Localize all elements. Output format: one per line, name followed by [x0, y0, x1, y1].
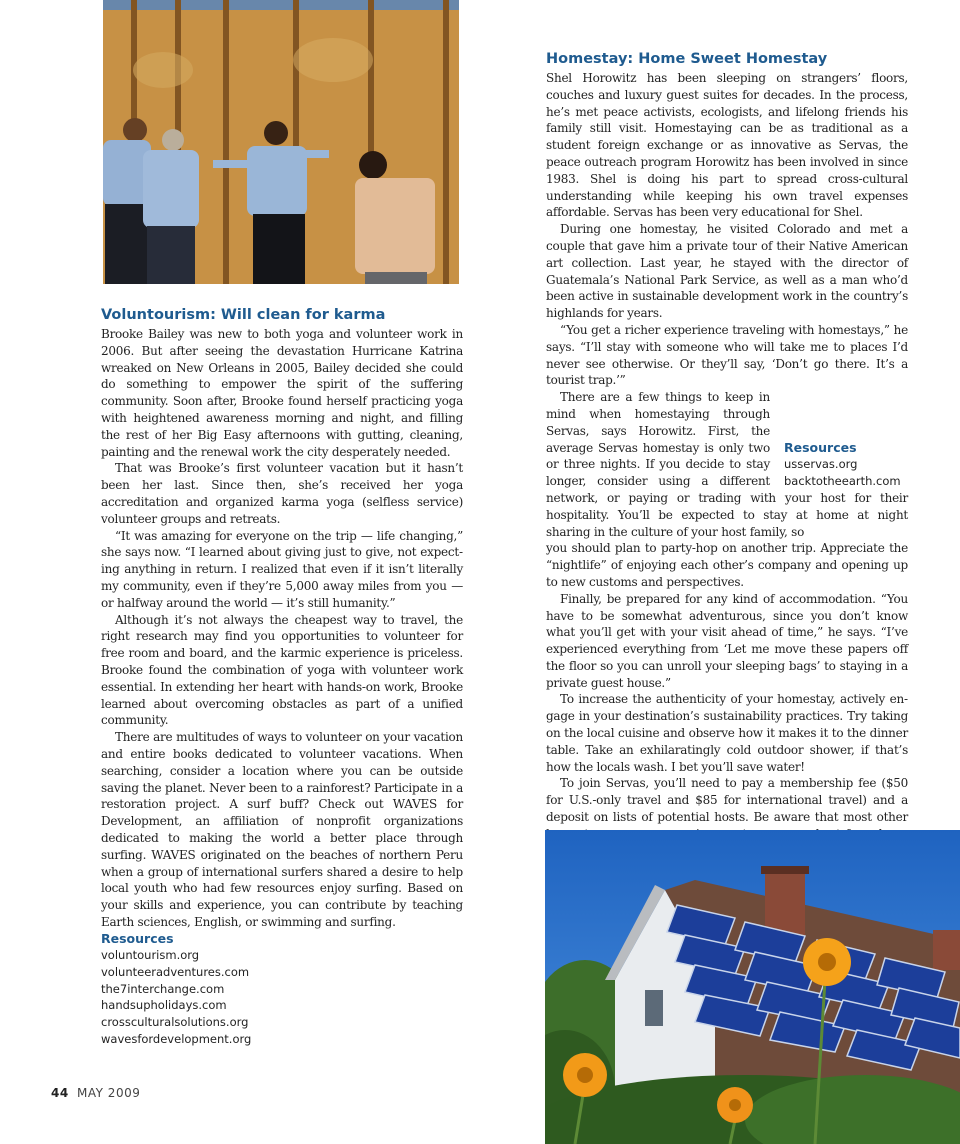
voluntourism-paragraph — [101, 460, 463, 527]
page-number: 44 — [51, 1086, 69, 1100]
homestay-resources — [784, 439, 914, 490]
homestay-paragraph: To increase the authenticity of your homestay, actively engage in your destination’s sustainability practices. Try taking on the local cuisine and observe how it makes it to the dinner table. Take an exhilaratingly cold outdoor shower, if that’s how the locals wash. I bet you’ll save water! — [546, 692, 908, 774]
resource-link[interactable]: the7interchange.com — [101, 981, 225, 996]
homestay-paragraph: To join Servas, you’ll need to pay a membership fee ($50 for U.S.-only travel and $85 for international travel) and a deposit on lists of potential hosts. Be aware that most other — [546, 776, 908, 825]
homestay-column — [546, 50, 908, 859]
voluntourism-paragraph: “It was amazing for everyone on the trip — life changing,” she says now. “I learned about giving just to give, not expecting anything in return. I realized that even if it isn’t literally my community, even if they’re 5,000 away miles from you — or halfway around the world — it’s still humanity.” — [101, 528, 463, 610]
voluntourism-column — [101, 306, 463, 931]
resource-link[interactable]: backtotheearth.com — [784, 473, 901, 488]
resource-link[interactable]: handsupholidays.com — [101, 998, 227, 1013]
resource-link[interactable]: voluntourism.org — [101, 948, 200, 962]
voluntourism-resources — [101, 930, 361, 1048]
homestay-paragraph: There are a few things to keep in mind when homestaying through Servas, says Horowitz. First, the average Servas homestay is only two or three nights. If you decide to stay longer, consider using a different network, or paying or trading with your host for their hospitality. You’ll be expected to stay at home at night sharing in the culture of your host family, so — [546, 390, 908, 539]
voluntourism-paragraph: Brooke Bailey was new to both yoga and volunteer work in 2006. But after seeing the devastation Hurricane Katrina wreaked on New Orleans in 2005, Bailey decided she could do something to empower the spirit of the suffering community. Soon after, Brooke found herself practicing yoga with heightened awareness morning and night, and filling the rest of her Big Easy afternoons with gutting, cleaning, painting and the renewal work the city desperately needed. — [101, 327, 463, 459]
voluntourism-paragraph: Although it’s not always the cheapest way to travel, the right research may find you opportunities to volunteer for free room and board, and the karmic experience is priceless. Brooke found the combination of yoga with volunteer work essential. In extending her heart with hands-on work, Brooke learned about overcoming obstacles as part of a unified community. — [101, 612, 463, 728]
homestay-paragraph: Finally, be prepared for any kind of accommodation. “You have to be somewhat adventurous, since you don’t know what you’ll get with your visit ahead of time,” he says. “I’ve experienced everything from ‘Let me move these papers off the floor so you can unroll your sleeping bags’ to staying in a private guest house.” — [546, 591, 908, 690]
volunteers-photo — [103, 0, 459, 284]
resource-link[interactable]: volunteeradventures.com — [101, 964, 250, 979]
homestay-paragraph: During one homestay, he visited Colorado and met a couple that gave him a private tour of their Native American art collection. Last year, he stayed with the director of Guatemala’s National Park Service, as well as a man who’d been active in sustainable development work in the country’s highlands for years. — [546, 222, 908, 321]
solar-house-photo — [545, 830, 960, 1144]
issue-date: MAY 2009 — [77, 1086, 141, 1100]
voluntourism-heading: Voluntourism: Will clean for karma — [101, 307, 386, 323]
voluntourism-paragraph: There are multitudes of ways to volunteer on your vacation and entire books dedicated to volunteer vacations. When searching, consider a location where you can be outside saving the planet. Never been to a rainforest? Participate in a restoration project. A surf buff? Check out WAVES for Development, an affiliation of nonprofit organizations dedicated to making the world a better place through surfing. WAVES originated on the beaches of northern Peru when a group of international surfers shared a desire to help local youth who had few resources enjoy surfing. Based on your skills and experience, you can contribute by teaching Earth sciences, English, or swimming and surfing. — [101, 730, 463, 929]
homestay-paragraph: “You get a richer experience traveling with homestays,” he says. “I’ll stay with someone who will take me to places I’d never see otherwise. Or they’ll say, ‘Don’t go there. It’s a tourist trap.’” — [546, 322, 908, 388]
resources-heading: Resources — [101, 931, 174, 946]
homestay-wrap — [546, 389, 908, 591]
paragraph-text: That was Brooke’s first volunteer vacation but it hasn’t been her last. Since then, she’s received her yoga accreditation and organized karma yoga (selfless service) volunteer groups and retreats. — [101, 461, 463, 526]
homestay-paragraph: Shel Horowitz has been sleeping on strangers’ floors, couches and luxury guest suites for decades. In the process, he’s met peace activists, ecologists, and lifelong friends his family still visit. Homestaying can be as traditional as a student foreign exchange or as innovative as Servas, the peace outreach program Horowitz has been involved in since 1983. Shel is doing his part to spread cross-cultural understanding while keeping his own travel expenses affordable. Servas has been very educational for Shel. — [546, 71, 908, 220]
homestay-paragraph: you should plan to party-hop on another trip. Appreciate the “nightlife” of enjoying each other’s company and opening up to new customs and perspectives. — [546, 541, 908, 589]
resource-link[interactable]: usservas.org — [784, 457, 858, 472]
resource-link[interactable]: crossculturalsolutions.org — [101, 1015, 249, 1030]
homestay-heading: Homestay: Home Sweet Homestay — [546, 51, 828, 67]
resource-link[interactable]: wavesfordevelopment.org — [101, 1031, 252, 1046]
resources-heading: Resources — [784, 440, 857, 456]
page-footer — [51, 1086, 140, 1100]
